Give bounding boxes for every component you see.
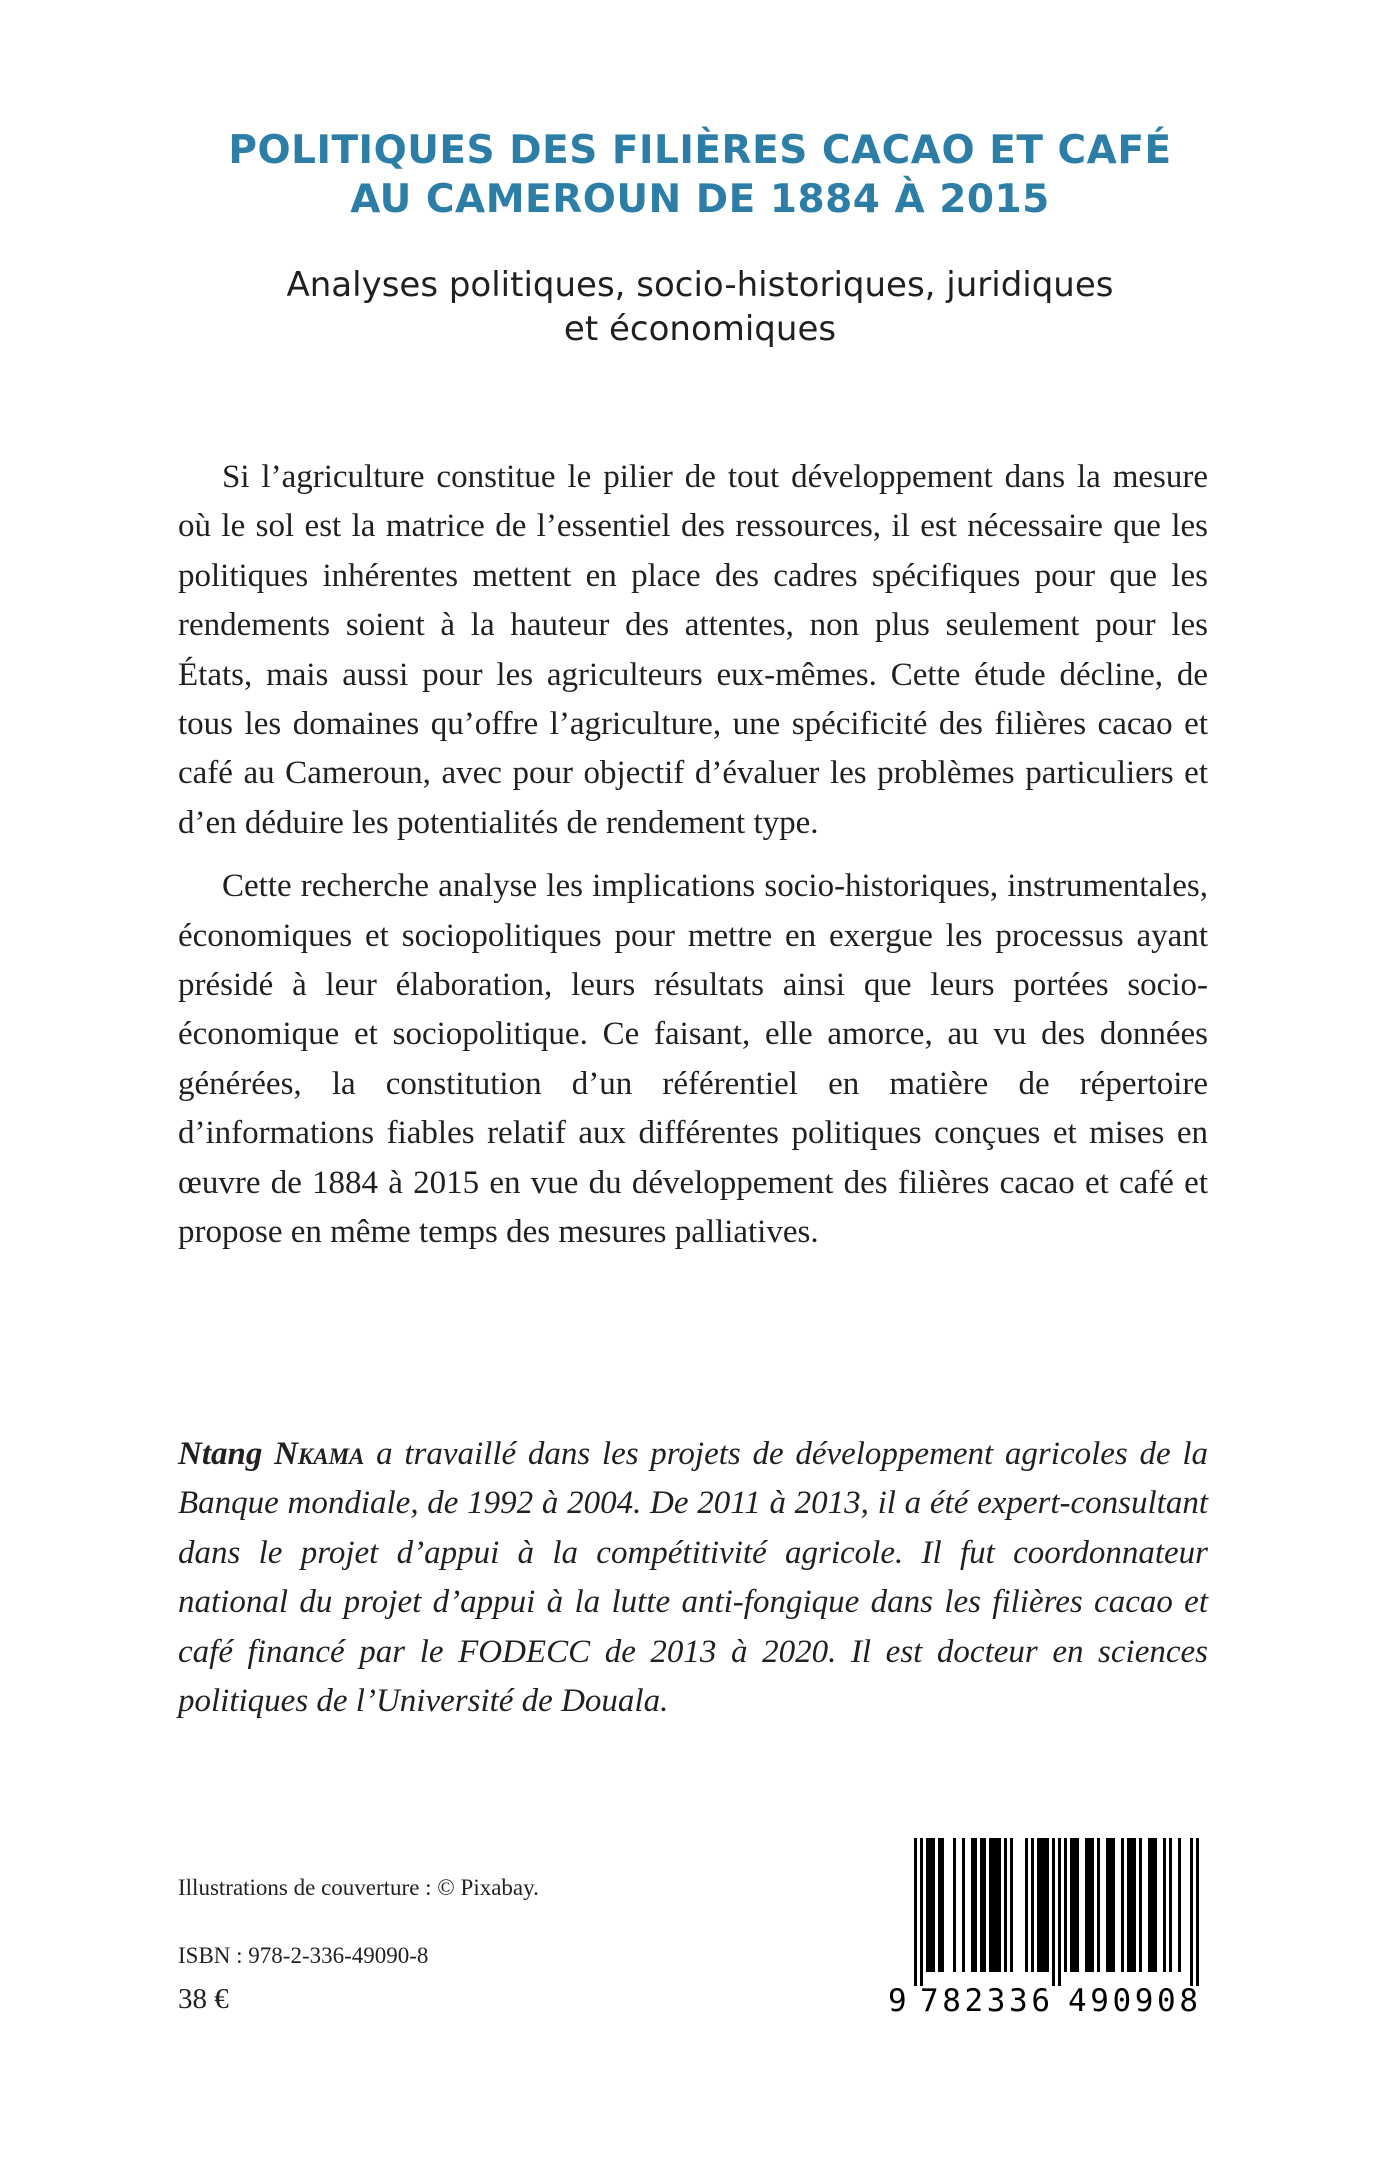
- barcode-bar: [1178, 1838, 1181, 1972]
- barcode-bar: [1064, 1838, 1067, 1972]
- barcode-bar: [1091, 1838, 1094, 1972]
- barcode-bar: [1133, 1838, 1136, 1972]
- barcode-bar: [1037, 1838, 1040, 1972]
- barcode-bar: [929, 1838, 932, 1972]
- barcode-bar: [980, 1838, 983, 1972]
- author-bio: [178, 1430, 1208, 1726]
- barcode-right-group: 490908: [1068, 1983, 1202, 2019]
- barcode-bar: [1106, 1838, 1109, 1972]
- book-subtitle-line-1: Analyses politiques, socio-historiques, juridiques: [286, 265, 1114, 305]
- barcode-bar: [1076, 1838, 1079, 1972]
- barcode-bar: [962, 1838, 965, 1972]
- barcode-bar: [1088, 1838, 1091, 1972]
- barcode-bar: [1031, 1838, 1034, 1972]
- barcode-bar: [932, 1838, 935, 1972]
- barcode-bar: [1085, 1838, 1088, 1972]
- barcode-bar: [920, 1838, 923, 1986]
- book-title: [0, 126, 1400, 224]
- barcode-bar: [1169, 1838, 1172, 1972]
- author-bio-text: a travaillé dans les projets de développement agricoles de la Banque mondiale, de 1992 à 2004. De 2011 à 2013, il a été expert-consultant dans le projet d’appui à la compétitivité agricole. Il fut coordonnateur national du projet d’appui à la lutte anti-fongique dans les filières cacao et café financé par le FODECC de 2013 à 2020. Il est docteur en sciences politiques de l’Université de Douala.: [178, 1436, 1208, 1720]
- barcode-bar: [938, 1838, 941, 1972]
- barcode-left-group: 782336: [920, 1983, 1054, 2019]
- barcode-bar: [1121, 1838, 1124, 1972]
- barcode-digits: [886, 1982, 1208, 2020]
- barcode-bar: [1112, 1838, 1115, 1972]
- barcode-bar: [995, 1838, 998, 1972]
- barcode-bar: [1196, 1838, 1199, 1986]
- barcode-bar: [926, 1838, 929, 1972]
- blurb-paragraph-1: Si l’agriculture constitue le pilier de tout développement dans la mesure où le sol est la matrice de l’essentiel des ressources, il est nécessaire que les politiques inhérentes mettent en place des cadres spécifiques pour que les rendements soient à la hauteur des attentes, non plus seulement pour les États, mais aussi pour les agriculteurs eux-mêmes. Cette étude décline, de tous les domaines qu’offre l’agriculture, une spécificité des filières cacao et café au Cameroun, avec pour objectif d’évaluer les problèmes particuliers et d’en déduire les potentialités de rendement type.: [178, 459, 1208, 841]
- illustration-credits: Illustrations de couverture : © Pixabay.: [178, 1875, 539, 1900]
- barcode-bar: [1070, 1838, 1073, 1972]
- barcode-bar: [998, 1838, 1001, 1972]
- barcode-bar: [1109, 1838, 1112, 1972]
- barcode-bar: [1163, 1838, 1166, 1972]
- author-last-name: Nkama: [274, 1436, 365, 1472]
- author-bio-paragraph: [178, 1430, 1208, 1726]
- barcode-bar: [1073, 1838, 1076, 1972]
- barcode-bar: [1097, 1838, 1100, 1972]
- barcode-bar: [1130, 1838, 1133, 1972]
- author-first-name: Ntang: [178, 1436, 263, 1472]
- barcode-bar: [1004, 1838, 1007, 1972]
- isbn-barcode: [886, 1838, 1208, 2020]
- barcode-bar: [1154, 1838, 1157, 1972]
- blurb-paragraph-2: Cette recherche analyse les implications socio-historiques, instrumentales, économiques et sociopolitiques pour mettre en exergue les processus ayant présidé à leur élaboration, leurs résultats ainsi que leurs portées socio-économique et sociopolitique. Ce faisant, elle amorce, au vu des données générées, la constitution d’un référentiel en matière de répertoire d’informations fiables relatif aux différentes politiques conçues et mises en œuvre de 1884 à 2015 en vue du développement des filières cacao et café et propose en même temps des mesures palliatives.: [178, 868, 1208, 1251]
- barcode-bar: [1040, 1838, 1043, 1972]
- barcode-bar: [1058, 1838, 1061, 1986]
- barcode-bar: [1190, 1838, 1193, 1986]
- barcode-bar: [1046, 1838, 1049, 1972]
- barcode-bar: [941, 1838, 944, 1972]
- barcode-bar: [992, 1838, 995, 1972]
- barcode-bar: [1043, 1838, 1046, 1972]
- book-subtitle-line-2: et économiques: [563, 309, 837, 349]
- barcode-bar: [1151, 1838, 1154, 1972]
- barcode-bar: [914, 1838, 917, 1986]
- barcode-bar: [971, 1838, 974, 1972]
- book-title-line-1: POLITIQUES DES FILIÈRES CACAO ET CAFÉ: [228, 128, 1172, 173]
- barcode-bar: [1025, 1838, 1028, 1972]
- barcode-bar: [1052, 1838, 1055, 1986]
- isbn: ISBN : 978-2-336-49090-8: [178, 1943, 429, 1968]
- barcode-bar: [1148, 1838, 1151, 1972]
- barcode-bars: [886, 1838, 1208, 1986]
- barcode-bar: [989, 1838, 992, 1972]
- book-subtitle: [0, 263, 1400, 351]
- barcode-bar: [1127, 1838, 1130, 1972]
- barcode-bar: [974, 1838, 977, 1972]
- barcode-bar: [1139, 1838, 1142, 1972]
- barcode-bar: [1010, 1838, 1013, 1972]
- barcode-bar: [983, 1838, 986, 1972]
- book-title-line-2: AU CAMEROUN DE 1884 À 2015: [350, 177, 1050, 222]
- barcode-bar: [953, 1838, 956, 1972]
- barcode-first-digit: 9: [888, 1983, 907, 2019]
- price: 38 €: [178, 1983, 229, 2015]
- back-cover-blurb: [178, 453, 1208, 1272]
